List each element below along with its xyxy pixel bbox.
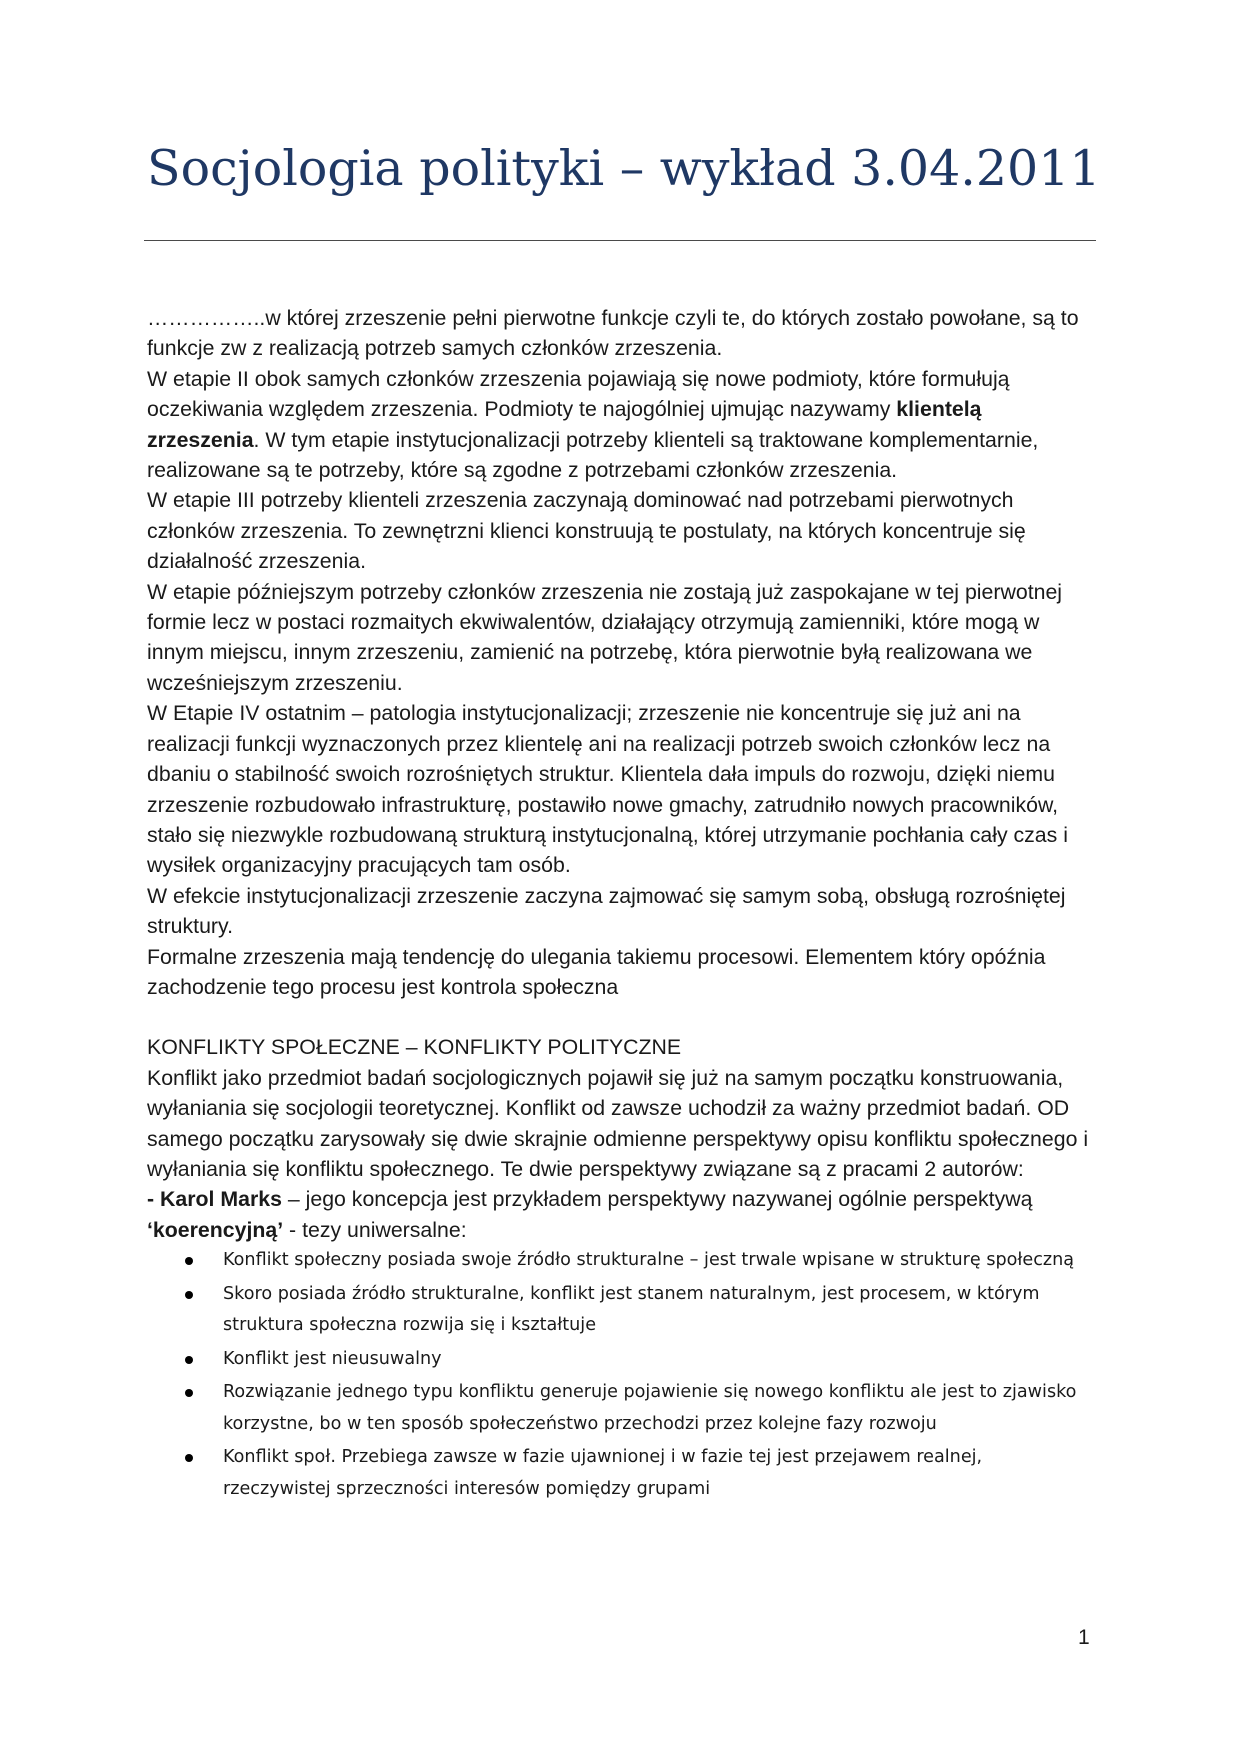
paragraph-conflict-intro: Konflikt jako przedmiot badań socjologicznych pojawił się już na samym początku konstruowania, wyłaniania się socjologii teoretycznej. Konflikt od zawsze uchodził za ważny przedmiot badań. OD samego początku zarysowały się dwie skrajnie odmienne perspektywy opisu konfliktu społecznego i wyłaniania się konfliktu społecznego. Te dwie perspektywy związane są z pracami 2 autorów: (147, 1065, 1089, 1181)
title-divider (144, 240, 1096, 241)
list-item (147, 1442, 1092, 1505)
paragraph-formal-associations: Formalne zrzeszenia mają tendencję do ulegania takiemu procesowi. Elementem który opóźnia zachodzenie tego procesu jest kontrola społeczna (147, 944, 1046, 999)
bold-term: klientelą zrzeszenia (147, 397, 982, 452)
section-heading: KONFLIKTY SPOŁECZNE – KONFLIKTY POLITYCZNE (147, 1035, 682, 1060)
paragraph-stage-1: ……………..w której zrzeszenie pełni pierwotne funkcje czyli te, do których zostało powołane, są to funkcje zw z realizacją potrzeb samych członków zrzeszenia. (147, 306, 1079, 361)
document-body (147, 303, 1092, 1507)
page-number: 1 (1078, 1626, 1090, 1649)
list-item-text: Konflikt jest nieusuwalny (223, 1348, 442, 1369)
bullet-icon (185, 1454, 193, 1462)
bullet-icon (185, 1291, 193, 1299)
paragraph-text: W etapie II obok samych członków zrzeszenia pojawiają się nowe podmioty, które formułują oczekiwania względem zrzeszenia. Podmioty te najogólniej ujmując nazywamy (147, 366, 1010, 422)
bullet-icon (185, 1356, 193, 1364)
paragraph-stage-2 (147, 364, 1092, 486)
paragraph-text: - tezy uniwersalne: (283, 1217, 467, 1242)
paragraph-marks (147, 1184, 1092, 1245)
paragraph-later-stage: W etapie późniejszym potrzeby członków zrzeszenia nie zostają już zaspokajane w tej pierwotnej formie lecz w postaci rozmaitych ekwiwalentów, działający otrzymują zamienniki, które mogą w innym miejscu, innym zrzeszeniu, zamienić na potrzebę, która pierwotnie byłą realizowana we wcześniejszym zrzeszeniu. (147, 579, 1063, 695)
theses-list (147, 1245, 1092, 1505)
list-item (147, 1279, 1092, 1342)
paragraph-text: – jego koncepcja jest przykładem perspektywy nazywanej ogólnie perspektywą (281, 1187, 1033, 1212)
paragraph-text: . W tym etapie instytucjonalizacji potrzeby klienteli są traktowane komplementarnie, realizowane są te potrzeby, które są zgodne z potrzebami członków zrzeszenia. (147, 427, 1039, 483)
list-item-text: Rozwiązanie jednego typu konfliktu generuje pojawienie się nowego konfliktu ale jest to zjawisko korzystne, bo w ten sposób społeczeństwo przechodzi przez kolejne fazy rozwoju (223, 1382, 1077, 1434)
paragraph-stage-4: W Etapie IV ostatnim – patologia instytucjonalizacji; zrzeszenie nie koncentruje się już ani na realizacji funkcji wyznaczonych przez klientelę ani na realizacji potrzeb swoich członków lecz na dbaniu o stabilność swoich rozrośniętych struktur. Klientela dała impuls do rozwoju, dzięki niemu zrzeszenie rozbudowało infrastrukturę, postawiło nowe gmachy, zatrudniło nowych pracowników, stało się niezwykle rozbudowaną strukturą instytucjonalną, której utrzymanie pochłania cały czas i wysiłek organizacyjny pracujących tam osób. (147, 701, 1068, 878)
list-item (147, 1377, 1092, 1440)
document-title: Socjologia polityki – wykład 3.04.2011 (147, 140, 1101, 197)
list-item-text: Konflikt społeczny posiada swoje źródło strukturalne – jest trwale wpisane w strukturę społeczną (223, 1250, 1075, 1271)
bold-term: ‘koerencyjną’ (147, 1217, 284, 1242)
list-item-text: Skoro posiada źródło strukturalne, konflikt jest stanem naturalnym, jest procesem, w którym struktura społeczna rozwija się i kształtuje (223, 1283, 1040, 1336)
paragraph-effect: W efekcie instytucjonalizacji zrzeszenie zaczyna zajmować się samym sobą, obsługą rozrośniętej struktury. (147, 883, 1066, 939)
paragraph-stage-3: W etapie III potrzeby klienteli zrzeszenia zaczynają dominować nad potrzebami pierwotnych członków zrzeszenia. To zewnętrzni klienci konstruują te postulaty, na których koncentruje się działalność zrzeszenia. (147, 488, 1026, 574)
paragraph-gap (147, 1002, 1092, 1032)
list-item-text: Konflikt społ. Przebiega zawsze w fazie ujawnionej i w fazie tej jest przejawem realnej, rzeczywistej sprzeczności interesów pomiędzy grupami (223, 1447, 983, 1499)
bullet-icon (185, 1389, 193, 1397)
list-item (147, 1344, 1092, 1376)
list-item (147, 1245, 1092, 1277)
bullet-icon (185, 1257, 193, 1265)
bold-author: - Karol Marks (147, 1187, 282, 1212)
